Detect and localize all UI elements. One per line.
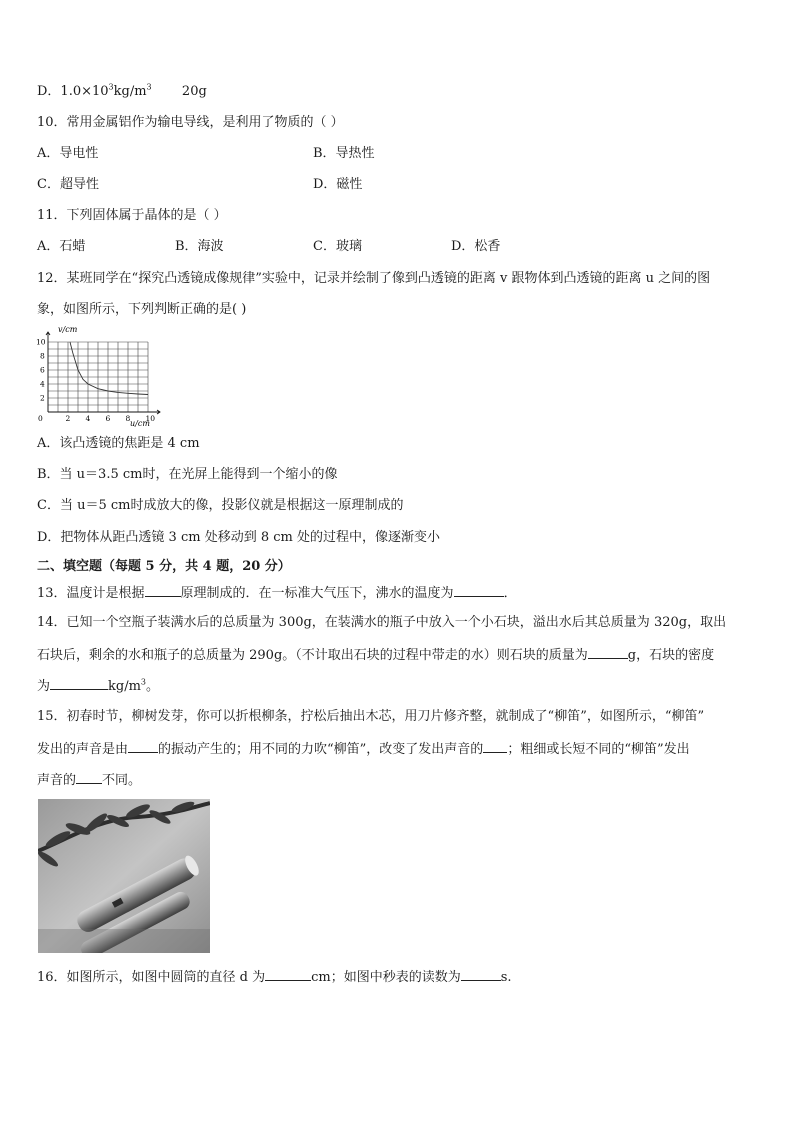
v-u-graph — [28, 322, 168, 430]
q14-line3c: 。 — [146, 679, 160, 694]
y-tick-label: 6 — [40, 365, 45, 375]
q15-blank-source[interactable] — [128, 738, 158, 753]
q13-part3: ． — [503, 586, 517, 601]
q9-option-d-mass: 20g — [181, 84, 207, 99]
x-tick-label: 8 — [125, 414, 131, 423]
y-tick-label: 4 — [40, 379, 45, 389]
q12-stem-line2: 象，如图所示，下列判断正确的是( ) — [37, 302, 247, 317]
x-tick-label: 0 — [38, 414, 43, 423]
x-tick-label: 4 — [85, 414, 91, 423]
x-axis-label: u/cm — [130, 419, 150, 428]
q13 — [37, 582, 517, 604]
q9-option-d-unit-exp: 3 — [146, 82, 152, 92]
y-tick-label: 10 — [36, 337, 46, 347]
q12-stem-line1: 12．某班同学在“探究凸透镜成像规律”实验中，记录并绘制了像到凸透镜的距离 v 跟物体到凸透镜的距离 u 之间的图 — [37, 271, 711, 286]
q11-option-b: B．海波 — [175, 239, 224, 254]
q15-line2a: 发出的声音是由 — [37, 742, 129, 757]
q15-line3 — [37, 769, 141, 791]
q14-line2 — [37, 644, 714, 666]
q12-option-a: A．该凸透镜的焦距是 4 cm — [37, 436, 200, 451]
y-tick-label: 8 — [40, 351, 45, 361]
q15-line3b: 不同。 — [102, 773, 142, 788]
q11-option-a: A．石蜡 — [37, 239, 86, 254]
q15-line2 — [37, 738, 690, 760]
q12-option-c: C．当 u＝5 cm时成放大的像，投影仪就是根据这一原理制成的 — [37, 498, 404, 513]
q11-option-d: D．松香 — [451, 239, 501, 254]
q16-part2: cm；如图中秒表的读数为 — [311, 970, 461, 985]
y-axis-label: v/cm — [58, 325, 78, 334]
q14-line3-sup: 3 — [140, 677, 147, 687]
q16-blank-diameter[interactable] — [265, 966, 311, 981]
q12-option-b: B．当 u＝3.5 cm时，在光屏上能得到一个缩小的像 — [37, 467, 338, 482]
q14-line2b: g，石块的密度 — [627, 648, 715, 663]
q16-part3: s. — [500, 970, 512, 985]
v-u-curve — [70, 342, 148, 395]
q16 — [37, 966, 512, 988]
q10-option-b: B．导热性 — [313, 146, 375, 161]
q9-option-d-prefix: D．1.0×10 — [37, 84, 109, 99]
q15-line1: 15．初春时节，柳树发芽，你可以折根柳条，拧松后抽出木芯，用刀片修齐整，就制成了“柳笛”，如图所示，“柳笛” — [37, 709, 705, 724]
q9-option-d-exp: 3 — [108, 82, 114, 92]
y-axis — [46, 332, 50, 412]
q14-blank-mass[interactable] — [588, 644, 628, 659]
q11-option-c: C．玻璃 — [313, 239, 362, 254]
section-heading-fill-in: 二、填空题（每题 5 分，共 4 题，20 分） — [37, 559, 291, 574]
q9-option-d — [37, 82, 207, 102]
q16-part1: 16．如图所示，如图中圆筒的直径 d 为 — [37, 970, 266, 985]
q15-blank-property2[interactable] — [76, 769, 102, 784]
willow-whistle-photo — [38, 799, 210, 953]
q13-blank-principle[interactable] — [145, 582, 181, 597]
q12-option-d: D．把物体从距凸透镜 3 cm 处移动到 8 cm 处的过程中，像逐渐变小 — [37, 530, 440, 545]
q10-stem: 10．常用金属铝作为输电导线，是利用了物质的（ ） — [37, 115, 344, 130]
graph-grid — [48, 342, 148, 412]
q14-line3b: kg/m — [108, 679, 141, 694]
q10-option-c: C．超导性 — [37, 177, 99, 192]
q15-line2c: ；粗细或长短不同的“柳笛”发出 — [507, 742, 690, 757]
q15-line3a: 声音的 — [37, 773, 77, 788]
q11-stem: 11．下列固体属于晶体的是（ ） — [37, 208, 227, 223]
q10-option-d: D．磁性 — [313, 177, 363, 192]
q14-blank-density[interactable] — [50, 675, 108, 690]
q13-part1: 13．温度计是根据 — [37, 586, 145, 601]
x-tick-label: 2 — [65, 414, 71, 423]
q15-line2b: 的振动产生的；用不同的力吹“柳笛”，改变了发出声音的 — [158, 742, 484, 757]
q14-line3 — [37, 675, 159, 697]
q16-blank-stopwatch[interactable] — [461, 966, 501, 981]
x-tick-label: 10 — [145, 414, 156, 423]
q9-option-d-unit: kg/m — [113, 84, 147, 99]
y-tick-label: 2 — [40, 393, 45, 403]
x-tick-label: 6 — [105, 414, 111, 423]
graph-axes — [46, 332, 160, 414]
q14-line2a: 石块后，剩余的水和瓶子的总质量为 290g。（不计取出石块的过程中带走的水）则石块的质量为 — [37, 648, 588, 663]
q14-line1: 14．已知一个空瓶子装满水后的总质量为 300g，在装满水的瓶子中放入一个小石块，溢出水后其总质量为 320g，取出 — [37, 615, 727, 630]
q14-line3a: 为 — [37, 679, 51, 694]
q13-blank-boiling-temp[interactable] — [454, 582, 504, 597]
q13-part2: 原理制成的．在一标准大气压下，沸水的温度为 — [180, 586, 454, 601]
q15-blank-property1[interactable] — [483, 738, 507, 753]
q10-option-a: A．导电性 — [37, 146, 99, 161]
